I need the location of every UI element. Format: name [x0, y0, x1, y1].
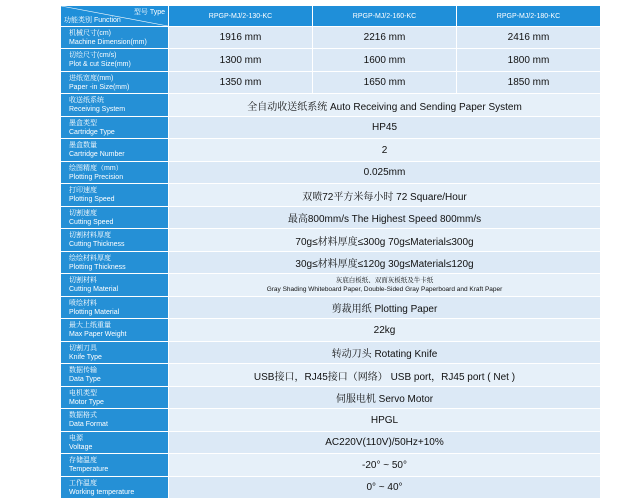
row-label-en: Motor Type — [69, 398, 104, 406]
value-cell: HP45 — [169, 117, 601, 139]
row-label-zh: 切割刀具 — [69, 344, 97, 352]
row-label-en: Voltage — [69, 443, 93, 451]
value-cell: 0.025mm — [169, 162, 601, 184]
row-label-zh: 墨盒类型 — [69, 119, 97, 127]
spec-table — [60, 5, 601, 499]
value-cell: HPGL — [169, 409, 601, 432]
value-cell: 最高800mm/s The Highest Speed 800mm/s — [169, 207, 601, 229]
value-cell: USB接口，RJ45接口（网络） USB port，RJ45 port ( Net ) — [169, 364, 601, 387]
value-cell: 30g≤材料厚度≤120g 30g≤Material≤120g — [169, 252, 601, 274]
value-cell: 1650 mm — [313, 72, 457, 94]
row-label-zh: 绘绘材料厚度 — [69, 254, 111, 262]
row-label — [61, 162, 169, 184]
value-cell: 2 — [169, 139, 601, 162]
header-row — [61, 6, 601, 27]
table-row-max-paper-weight — [61, 319, 601, 342]
row-label-zh: 数据传输 — [69, 367, 97, 374]
row-label — [61, 94, 169, 117]
table-row-plot-cut-size — [61, 49, 601, 72]
row-label — [61, 139, 169, 162]
table-row-cartridge-number — [61, 139, 601, 162]
table-row-temperature — [61, 454, 601, 477]
row-label-zh: 切割速度 — [69, 209, 97, 217]
value-line-zh: 灰底白板纸、双面灰板纸及牛卡纸 — [335, 277, 434, 284]
row-label — [61, 387, 169, 409]
row-label-en: Data Format — [69, 421, 108, 428]
row-label-zh: 电机类型 — [69, 389, 97, 397]
row-label-zh: 数据格式 — [69, 412, 97, 419]
value-cell — [169, 274, 601, 297]
table-row-data-format — [61, 409, 601, 432]
row-label-en: Cartridge Type — [69, 128, 115, 136]
table-row-working-temperature — [61, 477, 601, 499]
model-header-3: RPGP-MJ/2-180-KC — [457, 6, 601, 27]
table-row-receiving-system — [61, 94, 601, 117]
corner-type-label: 型号 Type — [133, 9, 165, 16]
row-label-en: Knife Type — [69, 353, 102, 361]
row-label-en: Plot & cut Size(mm) — [69, 61, 131, 68]
row-label-zh: 存储温度 — [69, 457, 97, 464]
row-label — [61, 49, 169, 72]
row-label-zh: 收送纸系统 — [69, 97, 104, 104]
row-label-en: Temperature — [69, 466, 109, 473]
row-label-en: Cutting Thickness — [69, 241, 125, 248]
row-label-en: Working temperature — [69, 488, 135, 496]
row-label-en: Cartridge Number — [69, 151, 125, 158]
row-label — [61, 184, 169, 207]
value-cell: 1916 mm — [169, 27, 313, 49]
row-label — [61, 274, 169, 297]
value-cell: 0° ~ 40° — [169, 477, 601, 499]
value-cell: 70g≤材料厚度≤300g 70g≤Material≤300g — [169, 229, 601, 252]
row-label-en: Paper -in Size(mm) — [69, 83, 130, 91]
row-label — [61, 252, 169, 274]
row-label — [61, 229, 169, 252]
row-label-en: Receiving System — [69, 106, 126, 113]
table-row-cutting-thickness — [61, 229, 601, 252]
value-cell: 22kg — [169, 319, 601, 342]
table-row-data-type — [61, 364, 601, 387]
row-label-en: Plotting Precision — [69, 173, 124, 181]
row-label-zh: 绘图精度（mm） — [69, 164, 123, 172]
model-header-1: RPGP-MJ/2-130-KC — [169, 6, 313, 27]
row-label — [61, 342, 169, 364]
value-cell: 转动刀头 Rotating Knife — [169, 342, 601, 364]
value-cell: 1300 mm — [169, 49, 313, 72]
row-label — [61, 207, 169, 229]
row-label — [61, 477, 169, 499]
row-label-en: Plotting Speed — [69, 196, 115, 203]
row-label-zh: 进纸宽度(mm) — [69, 74, 114, 82]
value-cell: 1850 mm — [457, 72, 601, 94]
value-cell: 伺服电机 Servo Motor — [169, 387, 601, 409]
row-label — [61, 432, 169, 454]
value-cell: 2216 mm — [313, 27, 457, 49]
corner-function-label: 功能类别 Function — [64, 17, 121, 24]
table-row-plotting-speed — [61, 184, 601, 207]
row-label-en: Data Type — [69, 376, 101, 383]
row-label — [61, 27, 169, 49]
model-header-2: RPGP-MJ/2-160-KC — [313, 6, 457, 27]
value-cell: 1350 mm — [169, 72, 313, 94]
row-label-en: Cutting Speed — [69, 218, 114, 226]
value-cell: 1600 mm — [313, 49, 457, 72]
row-label-zh: 最大上纸重量 — [69, 322, 111, 329]
row-label — [61, 297, 169, 319]
table-row-plotting-thickness — [61, 252, 601, 274]
row-label — [61, 72, 169, 94]
table-row-knife-type — [61, 342, 601, 364]
row-label-en: Plotting Material — [69, 308, 120, 316]
row-label-zh: 切割材料厚度 — [69, 232, 111, 239]
value-cell: -20° ~ 50° — [169, 454, 601, 477]
corner-cell — [61, 6, 169, 27]
table-row-machine-dimension — [61, 27, 601, 49]
row-label-zh: 墨盒数量 — [69, 142, 97, 149]
value-cell: 双喷72平方米每小时 72 Square/Hour — [169, 184, 601, 207]
value-cell: 1800 mm — [457, 49, 601, 72]
row-label — [61, 117, 169, 139]
row-label-zh: 工作温度 — [69, 479, 97, 487]
table-row-cartridge-type — [61, 117, 601, 139]
row-label — [61, 364, 169, 387]
table-row-paper-in-size — [61, 72, 601, 94]
table-row-cutting-material — [61, 274, 601, 297]
table-row-plotting-precision — [61, 162, 601, 184]
table-row-motor-type — [61, 387, 601, 409]
row-label-zh: 喷绘材料 — [69, 299, 97, 307]
row-label-en: Cutting Material — [69, 286, 119, 293]
row-label-zh: 打印速度 — [69, 187, 97, 194]
row-label — [61, 409, 169, 432]
table-row-cutting-speed — [61, 207, 601, 229]
row-label-zh: 切绘尺寸(cm/s) — [69, 52, 117, 59]
value-cell: 全自动收送纸系统 Auto Receiving and Sending Paper System — [169, 94, 601, 117]
row-label-zh: 电源 — [69, 434, 83, 442]
row-label-en: Max Paper Weight — [69, 331, 127, 338]
value-cell: 2416 mm — [457, 27, 601, 49]
row-label-en: Plotting Thickness — [69, 263, 126, 271]
row-label-zh: 切割材料 — [69, 277, 97, 284]
row-label — [61, 319, 169, 342]
row-label-en: Machine Dimension(mm) — [69, 38, 147, 46]
row-label — [61, 454, 169, 477]
table-row-plotting-material — [61, 297, 601, 319]
value-cell: 剪裁用纸 Plotting Paper — [169, 297, 601, 319]
value-cell: AC220V(110V)/50Hz+10% — [169, 432, 601, 454]
value-line-en: Gray Shading Whiteboard Paper, Double-Sided Gray Paperboard and Kraft Paper — [266, 286, 503, 293]
row-label-zh: 机械尺寸(cm) — [69, 29, 111, 37]
table-row-voltage — [61, 432, 601, 454]
